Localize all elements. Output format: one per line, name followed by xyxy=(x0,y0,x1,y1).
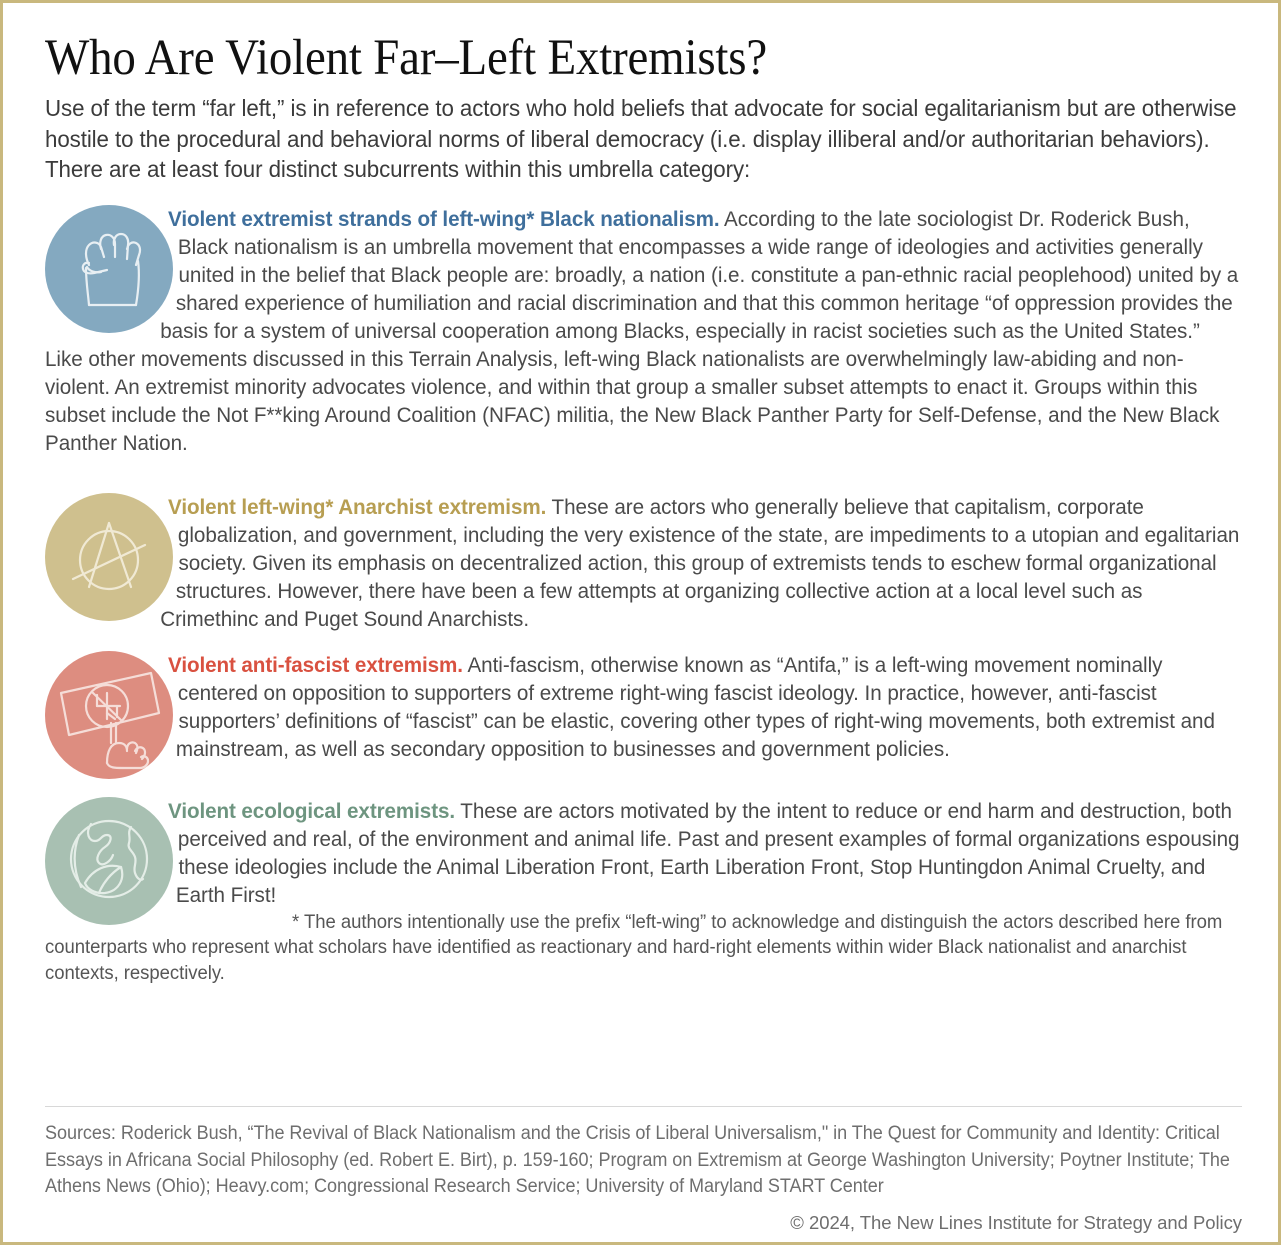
section-text-anti-fascist xyxy=(45,651,1242,763)
section-black-nationalism xyxy=(45,205,1242,457)
section-heading-black-nationalism: Violent extremist strands of left-wing* Black nationalism. xyxy=(168,206,720,231)
section-text-black-nationalism xyxy=(45,205,1242,457)
section-body-black-nationalism: According to the late sociologist Dr. Roderick Bush, Black nationalism is an umbrella movement that encompasses a wide range of ideologies and activities generally united in the belief that Black people are: broadly, a nation (i.e. constitute a pan-ethnic racial peoplehood) united by a shared experience of humiliation and racial discrimination and that this common heritage “of oppression provides the basis for a system of universal cooperation among Blacks, especially in racist societies such as the United States.” Like other movements discussed in this Terrain Analysis, left-wing Black nationalists are overwhelmingly law-abiding and non-violent. An extremist minority advocates violence, and within that group a smaller subset attempts to enact it. Groups within this subset include the Not F**king Around Coalition (NFAC) militia, the New Black Panther Party for Self-Defense, and the New Black Panther Nation. xyxy=(45,206,1239,456)
intro-paragraph: Use of the term “far left,” is in reference to actors who hold beliefs that advocate for social egalitarianism but are otherwise hostile to the procedural and behavioral norms of liberal democracy (i.e. display illiberal and/or authoritarian behaviors). There are at least four distinct subcurrents within this umbrella category: xyxy=(45,95,1237,183)
footer xyxy=(45,1106,1242,1234)
section-heading-anti-fascist: Violent anti-fascist extremism. xyxy=(168,653,463,678)
footnote-body: * The authors intentionally use the prefix “left-wing” to acknowledge and distinguish the actors described here from counterparts who represent what scholars have identified as reactionary and hard-right elements within wider Black nationalist and anarchist contexts, respectively. xyxy=(45,910,1223,985)
section-body-ecological: These are actors motivated by the intent to reduce or end harm and destruction, both perceived and real, of the environment and animal life. Past and present examples of formal organizations espousing these ideologies include the Animal Liberation Front, Earth Liberation Front, Stop Huntingdon Animal Cruelty, and Earth First! xyxy=(175,799,1240,908)
sources-text: Sources: Roderick Bush, “The Revival of Black Nationalism and the Crisis of Liberal Universalism," in The Quest for Community and Identity: Critical Essays in Africana Social Philosophy (ed. Robert E. Birt), p. 159-160; Program on Extremism at George Washington University; Poytner Institute; The Athens News (Ohio); Heavy.com; Congressional Research Service; University of Maryland START Center xyxy=(45,1123,1230,1197)
section-anti-fascist xyxy=(45,651,1242,781)
section-text-ecological xyxy=(45,797,1242,909)
section-anarchist xyxy=(45,493,1242,633)
footnote-text xyxy=(45,910,1239,988)
section-heading-ecological: Violent ecological extremists. xyxy=(168,799,455,824)
section-text-anarchist xyxy=(45,493,1242,633)
section-heading-anarchist: Violent left-wing* Anarchist extremism. xyxy=(168,495,547,520)
section-body-anarchist: These are actors who generally believe that capitalism, corporate globalization, and government, including the very existence of the state, are impediments to a utopian and egalitarian society. Given its emphasis on decentralized action, this group of extremists tends to eschew formal organizational structures. However, there have been a few attempts at organizing collective action at a local level such as Crimethinc and Puget Sound Anarchists. xyxy=(160,495,1240,632)
section-ecological xyxy=(45,797,1242,987)
page-title: Who Are Violent Far–Left Extremists? xyxy=(45,30,767,86)
copyright-text: © 2024, The New Lines Institute for Strategy and Policy xyxy=(790,1212,1242,1233)
footer-divider xyxy=(45,1106,1242,1107)
section-body-anti-fascist: Anti-fascism, otherwise known as “Antifa,” is a left-wing movement nominally centered on opposition to supporters of extreme right-wing fascist ideology. In practice, however, anti-fascist supporters’ definitions of “fascist” can be elastic, covering other types of right-wing movements, both extremist and mainstream, as well as secondary opposition to businesses and government policies. xyxy=(175,653,1215,762)
